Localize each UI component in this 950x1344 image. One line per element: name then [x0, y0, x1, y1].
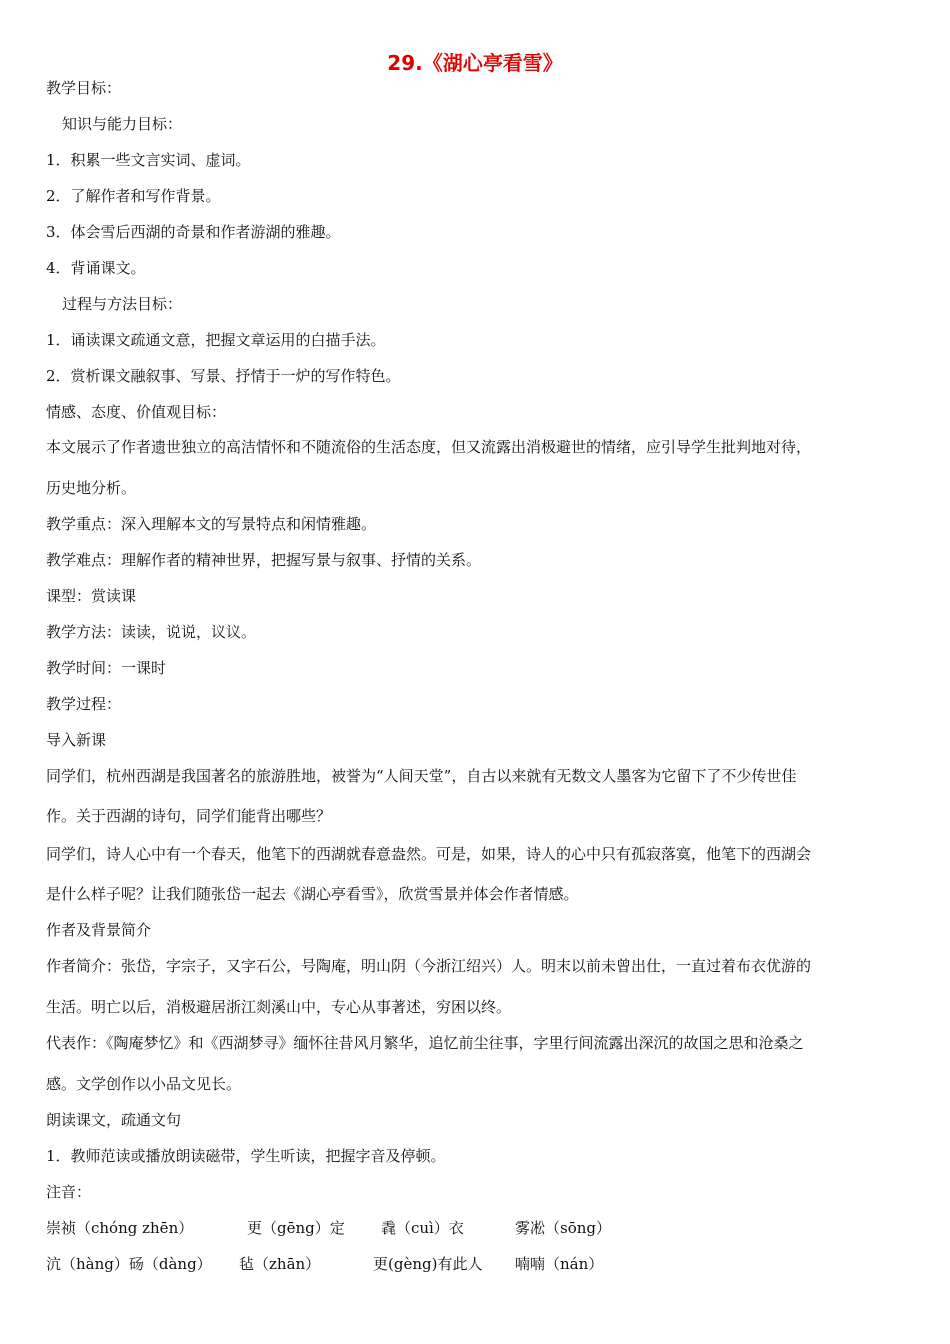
- pinyin-entry: 雾凇（sōng）: [515, 1219, 611, 1237]
- teaching-focus: 教学重点：深入理解本文的写景特点和闲情雅趣。: [46, 515, 377, 533]
- section-heading-intro: 导入新课: [46, 731, 107, 749]
- subheading-process-method: 过程与方法目标：: [62, 295, 183, 313]
- paragraph-line: 本文展示了作者遗世独立的高洁情怀和不随流俗的生活态度，但又流露出消极避世的情绪，应引导学生批判地对待，: [46, 438, 812, 456]
- page-title: 29.《湖心亭看雪》: [387, 51, 563, 75]
- pinyin-entry: 更（gēng）定: [247, 1219, 345, 1237]
- section-heading-author: 作者及背景简介: [46, 921, 152, 939]
- teaching-time: 教学时间：一课时: [46, 659, 167, 677]
- pinyin-row: [46, 1218, 926, 1238]
- pinyin-entry: 崇祯（chóng zhēn）: [46, 1219, 194, 1237]
- goal-item: 2．了解作者和写作背景。: [46, 187, 221, 205]
- goal-item: 1．诵读课文疏通文意，把握文章运用的白描手法。: [46, 331, 386, 349]
- teaching-difficulty: 教学难点：理解作者的精神世界，把握写景与叙事、抒情的关系。: [46, 551, 482, 569]
- paragraph-line: 是什么样子呢？让我们随张岱一起去《湖心亭看雪》，欣赏雪景并体会作者情感。: [46, 885, 579, 903]
- section-heading-reading: 朗读课文，疏通文句: [46, 1111, 182, 1129]
- lesson-type: 课型：赏读课: [46, 587, 137, 605]
- paragraph-line: 代表作：《陶庵梦忆》和《西湖梦寻》缅怀往昔风月繁华，追忆前尘往事，字里行间流露出深沉的故国之思和沧桑之: [46, 1034, 804, 1052]
- section-heading-teaching-goals: 教学目标：: [46, 79, 122, 97]
- subheading-emotion-values: 情感、态度、价值观目标：: [46, 403, 227, 421]
- section-heading-process: 教学过程：: [46, 695, 122, 713]
- paragraph-line: 生活。明亡以后，消极避居浙江剡溪山中，专心从事著述，穷困以终。: [46, 998, 512, 1016]
- reading-step: 1．教师范读或播放朗读磁带，学生听读，把握字音及停顿。: [46, 1147, 446, 1165]
- paragraph-line: 同学们，杭州西湖是我国著名的旅游胜地，被誉为“人间天堂”，自古以来就有无数文人墨客为它留下了不少传世佳: [46, 767, 797, 785]
- goal-item: 2．赏析课文融叙事、写景、抒情于一炉的写作特色。: [46, 367, 401, 385]
- pinyin-row: [46, 1254, 926, 1274]
- pinyin-entry: 喃喃（nán）: [515, 1255, 604, 1273]
- pinyin-heading: 注音：: [46, 1183, 92, 1201]
- goal-item: 1．积累一些文言实词、虚词。: [46, 151, 251, 169]
- paragraph-line: 同学们，诗人心中有一个春天，他笔下的西湖就春意盎然。可是，如果，诗人的心中只有孤寂落寞，他笔下的西湖会: [46, 845, 812, 863]
- pinyin-entry: 毳（cuì）衣: [381, 1219, 464, 1237]
- pinyin-entry: 更(gèng)有此人: [373, 1255, 483, 1273]
- paragraph-line: 感。文学创作以小品文见长。: [46, 1075, 242, 1093]
- paragraph-line: 作。关于西湖的诗句，同学们能背出哪些？: [46, 807, 332, 825]
- paragraph-line: 作者简介：张岱，字宗子，又字石公，号陶庵，明山阴（今浙江绍兴）人。明末以前未曾出仕，一直过着布衣优游的: [46, 957, 812, 975]
- goal-item: 4．背诵课文。: [46, 259, 146, 277]
- paragraph-line: 历史地分析。: [46, 479, 137, 497]
- goal-item: 3．体会雪后西湖的奇景和作者游湖的雅趣。: [46, 223, 341, 241]
- pinyin-entry: 沆（hàng）砀（dàng）: [46, 1255, 212, 1273]
- teaching-method: 教学方法：读读，说说，议议。: [46, 623, 257, 641]
- pinyin-entry: 毡（zhān）: [239, 1255, 321, 1273]
- subheading-knowledge-ability: 知识与能力目标：: [62, 115, 183, 133]
